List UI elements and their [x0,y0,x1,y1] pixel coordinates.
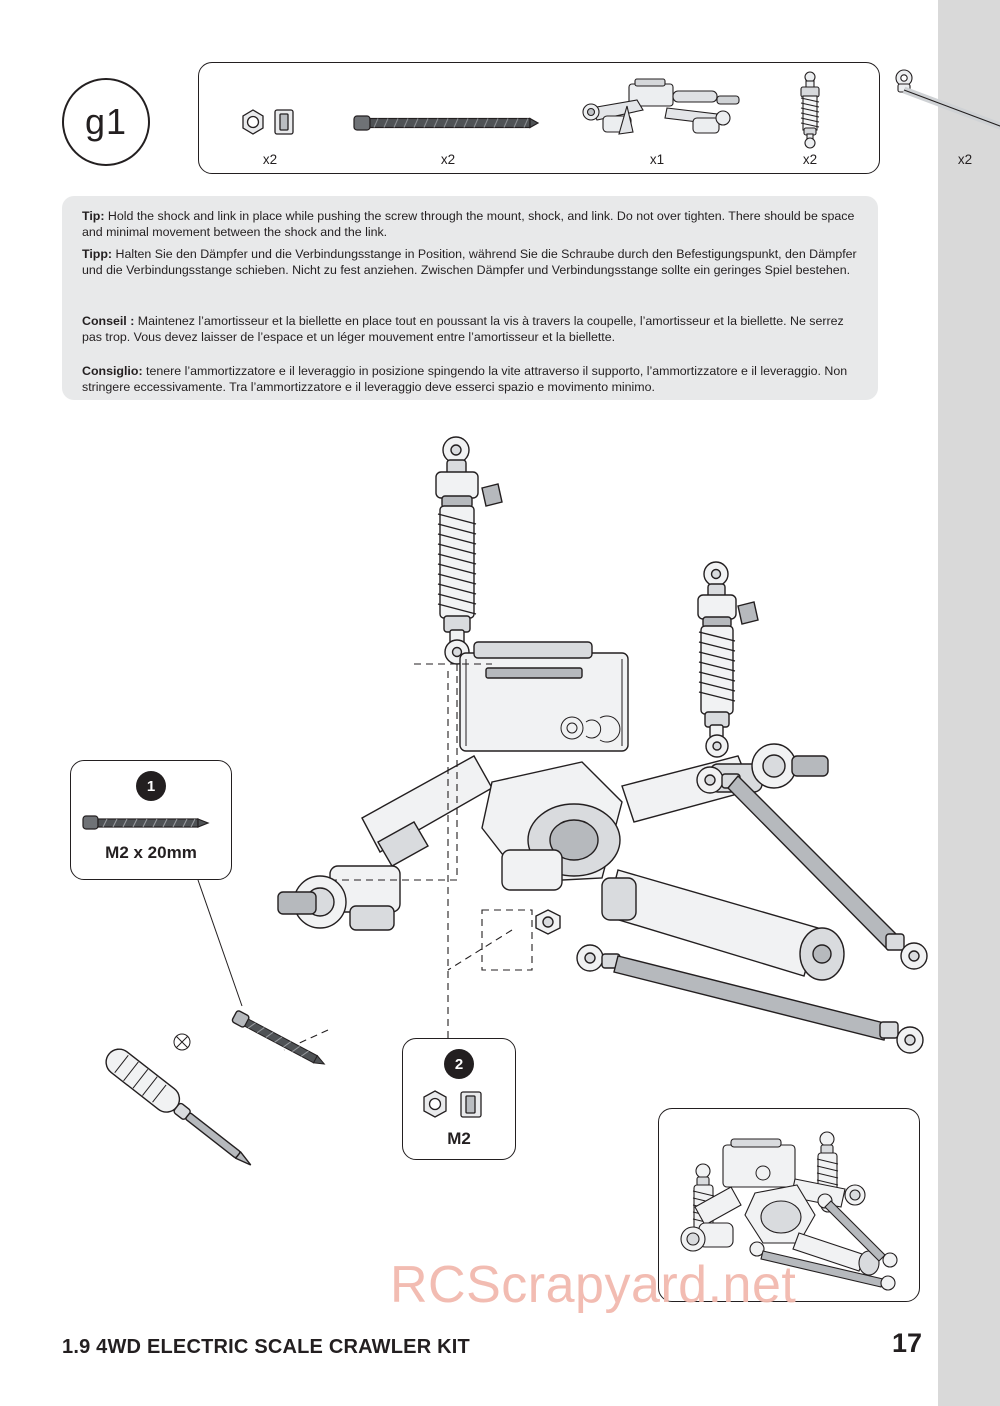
part-shock-absorber [755,70,865,167]
axle-assembly-icon [567,74,747,150]
part-nut-and-spacer [221,100,319,167]
callout-nut-label: M2 [447,1129,471,1148]
tip-en [82,209,858,240]
footer-title: 1.9 4WD ELECTRIC SCALE CRAWLER KIT [62,1336,470,1358]
part-qty: x1 [649,152,665,167]
tip-de-text: Halten Sie den Dämpfer und die Verbindungsstange in Position, während Sie die Schraube durch den Befestigungspunkt, den Dämpfer und die Verbindungsstange schieben. Nicht zu fest anziehen. Zwischen Dämpfer und Verbindungsstange sollte ein geringes Spiel bestehen. [82,247,857,277]
callout-number: 1 [146,777,156,795]
tip-fr-text: Maintenez l’amortisseur et la biellette en place tout en poussant la vis à travers la coupelle, l’amortisseur et la biellette. Ne serrez pas trop. Vous devez laisser de l’espace et un léger mouvement entre l’amortisseur et la biellette. [82,314,844,344]
page-bleed-bar [938,0,1000,1406]
callout-nut [402,1038,516,1160]
callout-screw-label: M2 x 20mm [105,843,197,862]
shock-front-art [698,562,758,757]
tip-en-label: Tip: [82,209,105,223]
part-screw-m2x20 [339,100,557,167]
screw-target-symbol [174,1034,190,1050]
callout-number-badge [444,1049,474,1079]
tip-en-text: Hold the shock and link in place while pushing the screw through the mount, shock, and link. Do not over tighten. There should be space and minimal movement between the shock and the link. [82,209,855,239]
nut-and-spacer-icon [237,100,303,150]
part-link-rod [875,66,1000,167]
link-rod-lower-art [577,945,923,1053]
tip-de-label: Tipp: [82,247,113,261]
step-number-badge [62,78,150,166]
callout-screw [70,760,232,880]
part-qty: x2 [957,152,973,167]
part-axle-assembly [557,74,757,167]
screwdriver-and-screw-art [101,880,328,1175]
tip-fr [82,314,858,345]
part-qty: x2 [262,152,278,167]
link-rod-icon [890,66,1000,150]
hardware-nut-art [536,910,560,934]
watermark: RCScrapyard.net [390,1256,797,1314]
callout-number-badge [136,771,166,801]
tip-it-label: Consiglio: [82,364,143,378]
part-qty: x2 [440,152,456,167]
tip-it [82,364,858,395]
shock-absorber-icon [788,70,832,150]
tip-de [82,247,858,278]
tip-panel [62,196,878,400]
screw-icon [348,100,548,150]
page-number: 17 [891,1328,922,1358]
parts-list-box [198,62,973,174]
tip-fr-label: Conseil : [82,314,135,328]
callout-number: 2 [454,1055,464,1073]
step-number-text: g1 [84,101,128,142]
shock-rear-art [436,437,502,664]
part-qty: x2 [802,152,818,167]
tip-it-text: tenere l’ammortizzatore e il leveraggio in posizione spingendo la vite attraverso il supporto, l’ammortizzatore e il leveraggio. Non stringere eccessivamente. Tra l’ammortizzatore e il leveraggio deve esserci spazio e movimento minimo. [82,364,848,394]
